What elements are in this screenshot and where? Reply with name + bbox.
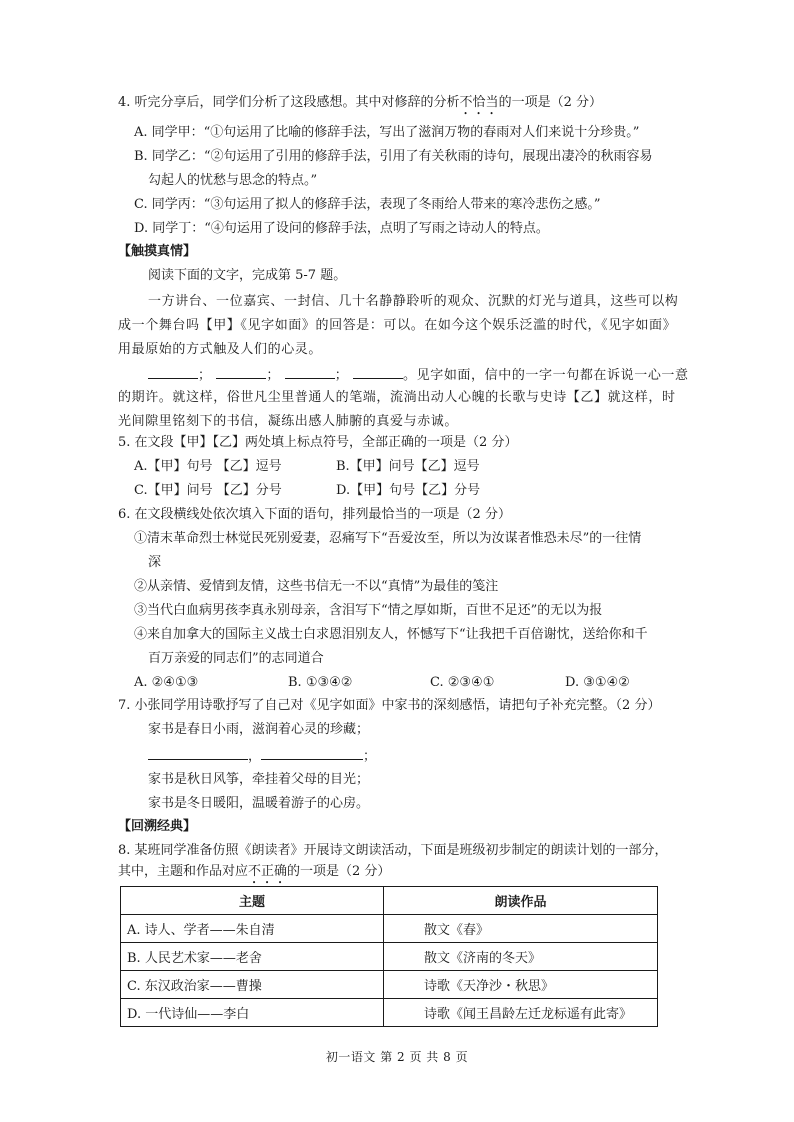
table-cell-work: 诗歌《闻王昌龄左迁龙标遥有此寄》 [384, 999, 658, 1027]
table-row [121, 999, 658, 1027]
table-cell-work: 散文《济南的冬天》 [384, 943, 658, 971]
table-cell-work: 诗歌《天净沙・秋思》 [384, 971, 658, 999]
q5-stem: 5. 在文段【甲】【乙】两处填上标点符号，全部正确的一项是（2 分） [118, 435, 518, 450]
page-footer: 初一语文 第 2 页 共 8 页 [325, 1050, 469, 1064]
passage-p1-line1: 一方讲台、一位嘉宾、一封信、几十名静静聆听的观众、沉默的灯光与道具，这些可以构 [148, 294, 679, 309]
poem-blank-1[interactable] [148, 745, 248, 760]
q5-option-c: C.【甲】问号 【乙】分号 [134, 483, 282, 498]
q4-stem-text: 4. 听完分享后，同学们分析了这段感想。其中对修辞的分析 [118, 95, 460, 110]
separator-2: ； [266, 368, 280, 383]
q6-sentence-4-line2: 百万亲爱的同志们”的志同道合 [148, 651, 324, 666]
q4-option-b-line1: B. 同学乙：“②句运用了引用的修辞手法，引用了有关秋雨的诗句，展现出凄冷的秋雨容易 [134, 149, 653, 164]
q6-option-c: C. ②③④① [430, 675, 495, 690]
table-cell-theme: A. 诗人、学者——朱自清 [121, 915, 384, 943]
separator-1: ； [198, 368, 212, 383]
passage-p2-line3: 光间隙里铭刻下的书信，凝练出感人肺腑的真爱与赤诚。 [118, 414, 459, 429]
passage-intro: 阅读下面的文字，完成第 5-7 题。 [148, 268, 347, 283]
q4-option-d: D. 同学丁：“④句运用了设问的修辞手法，点明了写雨之诗动人的特点。 [134, 221, 549, 236]
q7-poem-line4: 家书是冬日暖阳，温暖着游子的心房。 [148, 796, 370, 811]
passage-p2-line2: 的期许。就这样，俗世凡尘里普通人的笔端，流淌出动人心魄的长歌与史诗【乙】就这样，时 [118, 390, 676, 405]
q6-sentence-3: ③当代白血病男孩李真永别母亲，含泪写下“情之厚如斯，百世不足还”的无以为报 [134, 603, 603, 618]
q8-stem-line2 [118, 862, 390, 887]
poem-comma: ， [248, 749, 262, 764]
table-header-row [121, 887, 658, 915]
q4-stem [118, 93, 602, 118]
poem-semicolon: ； [363, 749, 377, 764]
q5-option-a: A.【甲】句号 【乙】逗号 [134, 459, 282, 474]
q7-poem-line2 [148, 745, 376, 767]
passage-p2-line1 [148, 364, 689, 386]
q5-option-d: D.【甲】句号【乙】分号 [336, 483, 481, 498]
column-header-work: 朗读作品 [384, 887, 658, 915]
q6-stem: 6. 在文段横线处依次填入下面的语句，排列最恰当的一项是（2 分） [118, 507, 511, 522]
passage-p1-line2: 成一个舞台吗【甲】《见字如面》的回答是：可以。在如今这个娱乐泛滥的时代，《见字如面》 [118, 318, 677, 333]
reading-plan-table [120, 886, 658, 1027]
table-row [121, 971, 658, 999]
q6-sentence-2: ②从亲情、爱情到友情，这些书信无一不以“真情”为最佳的笺注 [134, 579, 499, 594]
passage-p2-line1-tail: 。见字如面，信中的一字一句都在诉说一心一意 [403, 368, 689, 383]
table-cell-theme: C. 东汉政治家——曹操 [121, 971, 384, 999]
section-heading-classics: 【回溯经典】 [118, 819, 197, 834]
q6-sentence-1-line1: ①清末革命烈士林觉民死别爱妻，忍痛写下“吾爱汝至，所以为汝谋者惟恐未尽”的一往情 [134, 531, 642, 546]
q5-option-b: B.【甲】问号【乙】逗号 [336, 459, 480, 474]
column-header-theme: 主题 [121, 887, 384, 915]
q6-option-b: B. ①③④② [288, 675, 353, 690]
fill-blank-3[interactable] [285, 364, 335, 379]
q4-option-a: A. 同学甲：“①句运用了比喻的修辞手法，写出了滋润万物的春雨对人们来说十分珍贵。” [134, 125, 640, 140]
q8-stem-emphasis: 不正确 [248, 864, 288, 879]
table-row [121, 943, 658, 971]
q7-poem-line1: 家书是春日小雨，滋润着心灵的珍藏； [148, 722, 370, 737]
q4-option-b-line2: 勾起人的忧愁与思念的特点。” [148, 173, 318, 188]
q6-sentence-4-line1: ④来自加拿大的国际主义战士白求恩泪别友人，怀憾写下“让我把千百倍谢忱，送给你和千 [134, 627, 648, 642]
fill-blank-4[interactable] [353, 364, 403, 379]
q6-option-a: A. ②④①③ [134, 675, 199, 690]
fill-blank-2[interactable] [216, 364, 266, 379]
q8-stem-line1: 8. 某班同学准备仿照《朗读者》开展诗文朗读活动，下面是班级初步制定的朗读计划的一部分， [118, 843, 668, 858]
q6-option-d: D. ③①④② [565, 675, 630, 690]
table-cell-theme: B. 人民艺术家——老舍 [121, 943, 384, 971]
q4-stem-emphasis: 不恰当 [459, 95, 499, 110]
table-cell-theme: D. 一代诗仙——李白 [121, 999, 384, 1027]
fill-blank-1[interactable] [148, 364, 198, 379]
q4-option-c: C. 同学丙：“③句运用了拟人的修辞手法，表现了冬雨给人带来的寒冷悲伤之感。” [134, 197, 601, 212]
poem-blank-2[interactable] [261, 745, 363, 760]
table-row [121, 915, 658, 943]
table-cell-work: 散文《春》 [384, 915, 658, 943]
q8-stem-tail: 的一项是（2 分） [287, 864, 391, 879]
q7-stem: 7. 小张同学用诗歌抒写了自己对《见字如面》中家书的深刻感悟，请把句子补充完整。（2 分） [118, 698, 661, 713]
passage-p1-line3: 用最原始的方式触及人们的心灵。 [118, 342, 323, 357]
q6-sentence-1-line2: 深 [148, 555, 162, 570]
q7-poem-line3: 家书是秋日风筝，牵挂着父母的目光； [148, 772, 370, 787]
separator-3: ； [334, 368, 349, 383]
q8-stem-text: 其中，主题和作品对应 [118, 864, 249, 879]
q4-stem-tail: 的一项是（2 分） [498, 95, 602, 110]
section-heading-touch-truth: 【触摸真情】 [118, 244, 197, 259]
